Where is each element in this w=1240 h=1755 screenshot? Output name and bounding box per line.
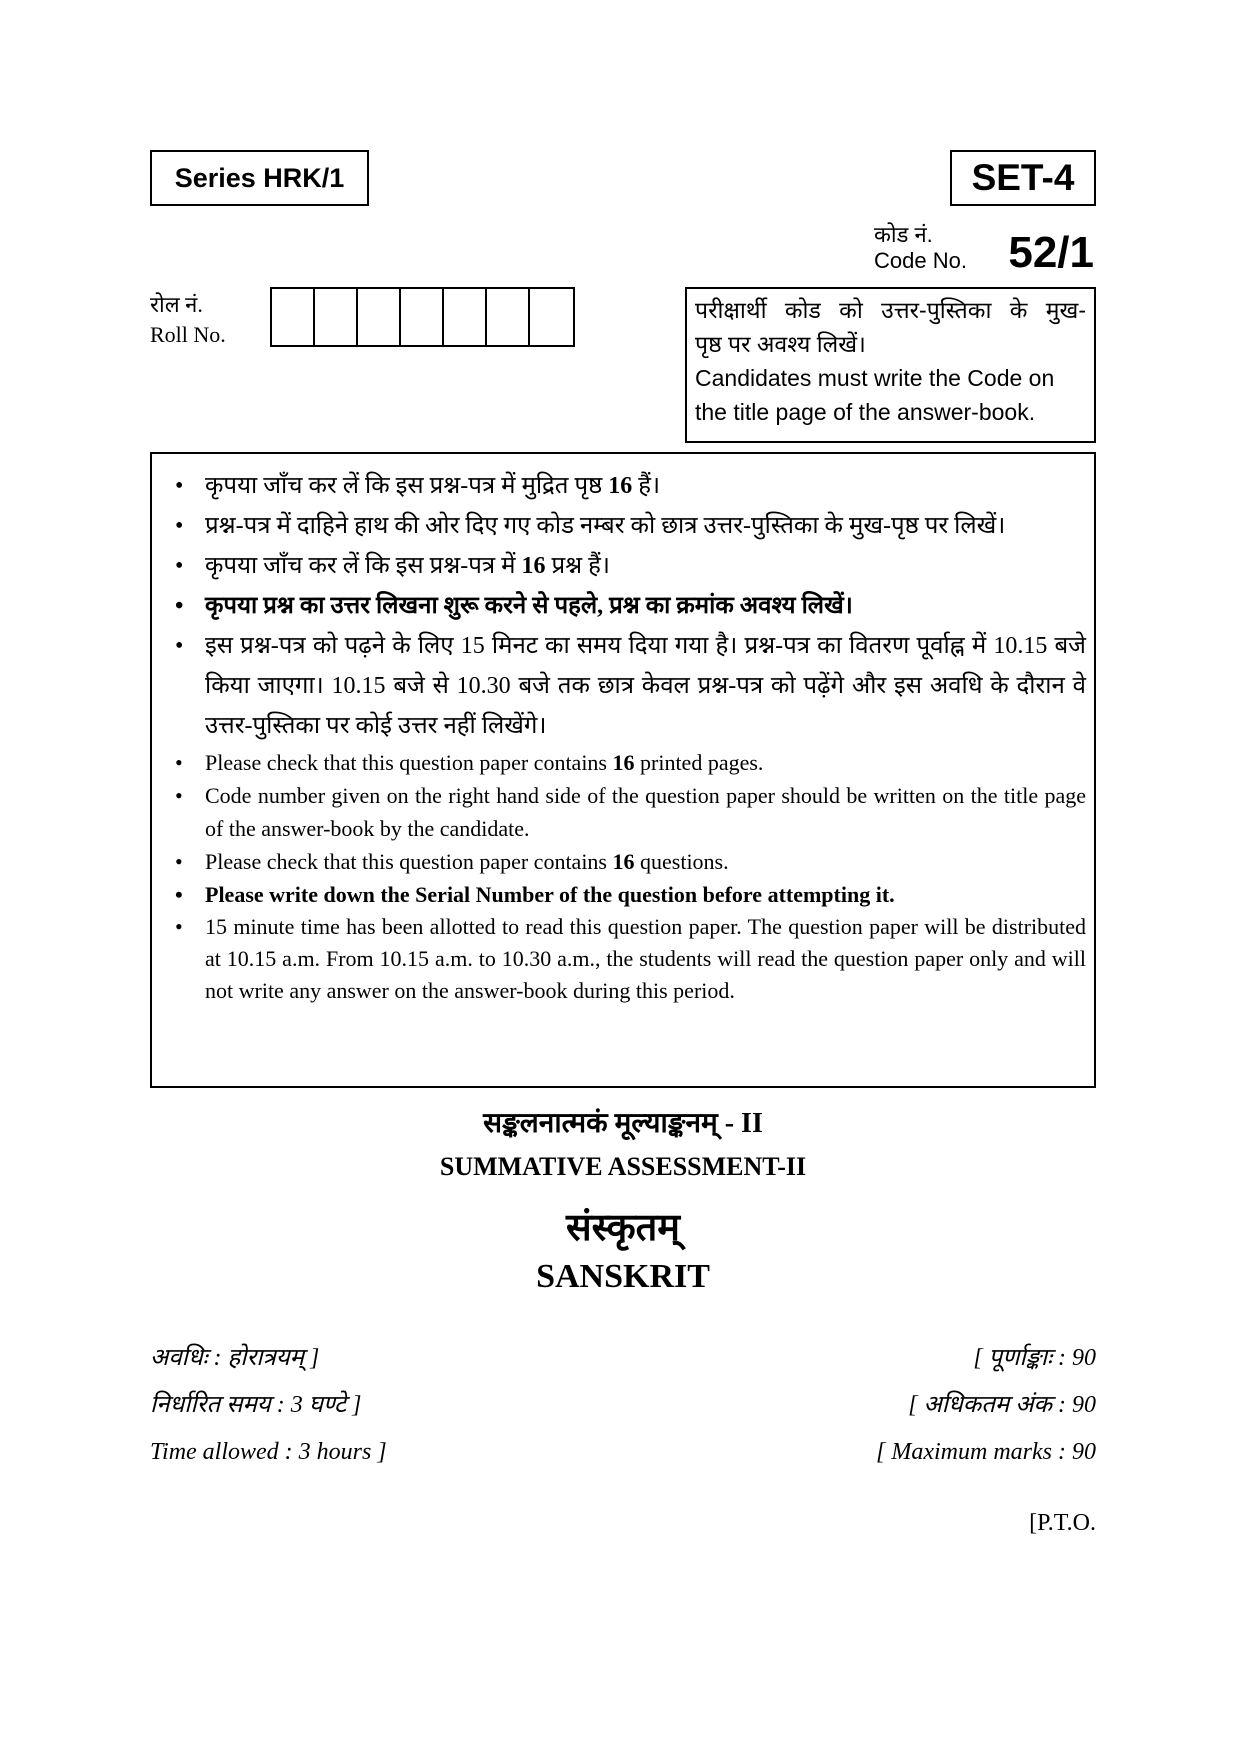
marks-hindi: [ अधिकतम अंक : 90 (908, 1392, 1096, 1418)
roll-number-label (150, 290, 226, 350)
instruction-item: • इस प्रश्न-पत्र को पढ़ने के लिए 15 मिनट का समय दिया गया है। प्रश्न-पत्र का वितरण पूर्वाह्न में 10.15 बजे किया जाएगा। 10.15 बजे से 10.30 बजे तक छात्र केवल प्रश्न-पत्र को पढ़ेंगे और इस अवधि के दौरान वे उत्तर-पुस्तिका पर कोई उत्तर नहीं लिखेंगे। (160, 626, 1086, 746)
roll-digit-box[interactable] (358, 289, 401, 345)
duration-english: Time allowed : 3 hours ] (150, 1439, 387, 1465)
candidate-note-hindi-line2: पृष्ठ पर अवश्य लिखें। (695, 331, 866, 357)
set-label: SET-4 (950, 150, 1096, 206)
code-label-english: Code No. (874, 248, 967, 273)
series-label: Series HRK/1 (150, 150, 369, 206)
candidate-note-english: Candidates must write the Code on the title page of the answer-book. (695, 365, 1055, 425)
instruction-item: • कृपया जाँच कर लें कि इस प्रश्न-पत्र में 16 प्रश्न हैं। (160, 546, 1086, 586)
marks-sanskrit: [ पूर्णाङ्काः : 90 (973, 1345, 1096, 1371)
code-number-block (874, 222, 1094, 282)
roll-label-english: Roll No. (150, 322, 226, 347)
duration-sanskrit: अवधिः : होरात्रयम् ] (150, 1345, 320, 1371)
instruction-item: • कृपया प्रश्न का उत्तर लिखना शुरू करने से पहले, प्रश्न का क्रमांक अवश्य लिखें। (160, 586, 1086, 626)
instruction-item: • Code number given on the right hand side of the question paper should be written on the title page of the answer-book by the candidate. (160, 779, 1086, 845)
roll-digit-box[interactable] (530, 289, 573, 345)
instructions-list (160, 466, 1086, 1007)
instruction-item: • Please check that this question paper contains 16 questions. (160, 845, 1086, 878)
candidate-note-hindi-line1: परीक्षार्थी कोड को उत्तर-पुस्तिका के मुख- (695, 297, 1086, 323)
instruction-item: • Please write down the Serial Number of the question before attempting it. (160, 878, 1086, 911)
assessment-title-english: SUMMATIVE ASSESSMENT-II (439, 1152, 807, 1181)
maximum-marks-block (876, 1335, 1096, 1476)
roll-digit-box[interactable] (401, 289, 444, 345)
instruction-item: • प्रश्न-पत्र में दाहिने हाथ की ओर दिए गए कोड नम्बर को छात्र उत्तर-पुस्तिका के मुख-पृष्ठ पर लिखें। (160, 506, 1086, 546)
subject-title-sanskrit: संस्कृतम् (565, 1207, 681, 1249)
roll-label-hindi: रोल नं. (150, 292, 203, 317)
roll-digit-box[interactable] (315, 289, 358, 345)
roll-digit-box[interactable] (487, 289, 530, 345)
roll-digit-box[interactable] (444, 289, 487, 345)
duration-hindi: निर्धारित समय : 3 घण्टे ] (150, 1392, 362, 1418)
roll-number-boxes (270, 287, 575, 347)
instruction-item: • कृपया जाँच कर लें कि इस प्रश्न-पत्र में मुद्रित पृष्ठ 16 हैं। (160, 466, 1086, 506)
code-number: 52/1 (1008, 228, 1094, 277)
assessment-title-sanskrit: सङ्कलनात्मकं मूल्याङ्कनम् - II (483, 1108, 763, 1139)
instruction-item: • 15 minute time has been allotted to read this question paper. The question paper will be distributed at 10.15 a.m. From 10.15 a.m. to 10.30 a.m., the students will read the question paper only and will not write any answer on the answer-book during this period. (160, 911, 1086, 1007)
subject-title-english: SANSKRIT (536, 1258, 710, 1295)
candidate-code-note (685, 287, 1096, 443)
instruction-item: • Please check that this question paper contains 16 printed pages. (160, 746, 1086, 779)
instructions-box (150, 452, 1096, 1088)
page-turn-over: [P.T.O. (1029, 1510, 1096, 1536)
roll-digit-box[interactable] (272, 289, 315, 345)
marks-english: [ Maximum marks : 90 (876, 1439, 1096, 1465)
code-label-hindi: कोड नं. (874, 222, 933, 247)
time-allowed-block (150, 1335, 387, 1476)
